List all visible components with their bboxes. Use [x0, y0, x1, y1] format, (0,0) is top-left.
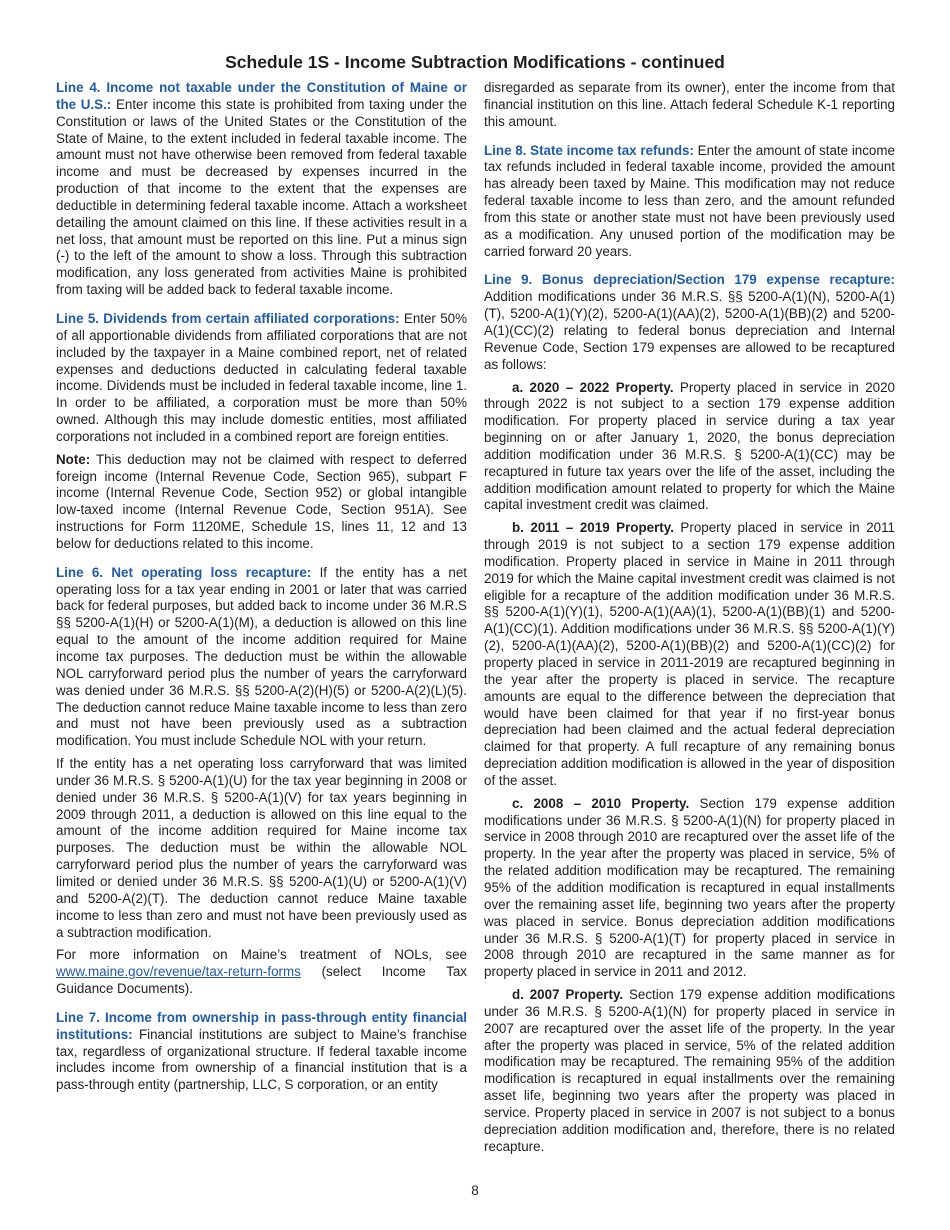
line7-text: Financial institutions are subject to Maine’s franchise tax, regardless of organizational structure. If federal taxable income includes income from ownership of a financial institution that is a pass-through entity (partnership, LLC, S corporation, or an entity	[56, 1026, 467, 1093]
line6-text: If the entity has a net operating loss for a tax year ending in 2001 or later that was carried back for federal purposes, but added back to income under 36 M.R.S §§ 5200-A(1)(H) or 5200-A(1)(M), a deduction is allowed on this line equal to the amount of the income addition required for Maine income tax purposes. The deduction must be within the allowable NOL carryforward period plus the number of years the carryforward was denied under 36 M.R.S. §§ 5200-A(2)(H)(5) or 5200-A(2)(L)(5). The deduction cannot reduce Maine taxable income to less than zero and must not have been previously used as a subtraction modification. You must include Schedule NOL with your return.	[56, 564, 467, 749]
line7-continued: disregarded as separate from its owner), enter the income from that financial institution on this line. Attach federal Schedule K-1 reporting this amount.	[484, 80, 895, 129]
line7-heading: Line 7. Income from ownership in pass-through entity financial institutions:	[56, 1009, 467, 1042]
line8-heading: Line 8. State income tax refunds:	[484, 142, 694, 158]
line9c-heading: c. 2008 – 2010 Property.	[512, 795, 690, 811]
line9-heading: Line 9. Bonus depreciation/Section 179 expense recapture:	[484, 272, 895, 288]
nol-info-post: (select Income Tax Guidance Documents).	[56, 964, 467, 997]
note-heading: Note:	[56, 451, 91, 467]
line9d-heading: d. 2007 Property.	[512, 987, 624, 1003]
line5-heading: Line 5. Dividends from certain affiliated corporations:	[56, 310, 400, 326]
line7-paragraph	[56, 1010, 467, 1094]
line4-paragraph	[56, 80, 467, 299]
nol-guidance-link[interactable]: www.maine.gov/revenue/tax-return-forms	[56, 964, 301, 980]
note-paragraph	[56, 452, 467, 553]
line9d-paragraph	[484, 987, 895, 1155]
line5-text: Enter 50% of all apportionable dividends from affiliated corporations that are not included by the taxpayer in a Maine combined report, net of related expenses and deductions deducted in calculating federal taxable income. Dividends must be included in federal taxable income, line 1. In order to be affiliated, a corporation must be more than 50% owned. Although this may include domestic entities, most affiliated corporations not included in a combined report are foreign entities.	[56, 310, 468, 444]
line9c-paragraph	[484, 796, 895, 981]
nol-info-paragraph	[56, 947, 467, 998]
note-text: This deduction may not be claimed with respect to deferred foreign income (Internal Revenue Code, Section 965), subpart F income (Internal Revenue Code, Section 952) or global intangible low-taxed income (Internal Revenue Code, Section 951A). See instructions for Form 1120ME, Schedule 1S, lines 11, 12 and 13 below for deductions related to this income.	[56, 451, 467, 551]
line9d-text: Section 179 expense addition modifications under 36 M.R.S. § 5200-A(1)(N) for property placed in service in 2007 are recaptured over the asset life of the property. In the year after the property was placed in service, 5% of the related addition modification may be recaptured. The remaining 95% of the addition modification is recaptured in equal installments over the remaining asset life, beginning two years after the property was placed in service. Property placed in service in 2007 is not subject to a bonus depreciation addition modification and, therefore, there is no related recapture.	[484, 987, 896, 1154]
line9a-text: Property placed in service in 2020 through 2022 is not subject to a section 179 expense addition modification. For property placed in service during a tax year beginning on or after January 1, 2020, the bonus depreciation addition modification under 36 M.R.S. § 5200-A(1)(CC) may be recaptured in future tax years over the life of the asset, including the addition modification amount related to property for which the Maine capital investment credit was claimed.	[484, 379, 895, 513]
line9c-text: Section 179 expense addition modifications under 36 M.R.S. § 5200-A(1)(N) for property placed in service in 2008 through 2010 are recaptured over the asset life of the property. In the year after the property was placed in service, 5% of the related addition modification may be recaptured. The remaining 95% of the addition modification is recaptured in equal installments over the remaining asset life, beginning two years after the property was placed in service. Bonus depreciation addition modifications under 36 M.R.S. § 5200-A(1)(T) for property placed in service in 2008 through 2010 are recaptured in the same manner as for property placed in service in 2011 and 2012.	[484, 795, 895, 980]
line9b-heading: b. 2011 – 2019 Property.	[512, 520, 674, 536]
line9a-paragraph	[484, 380, 895, 515]
page-number: 8	[471, 1183, 479, 1198]
line4-text: Enter income this state is prohibited from taxing under the Constitution or laws of the United States or the Constitution of the State of Maine, to the extent included in federal taxable income. The amount must not have otherwise been removed from federal taxable income and must be decreased by expenses incurred in the production of that income to the extent that the expenses are deductible in determining federal taxable income. Attach a worksheet detailing the amount claimed on this line. If these activities result in a net loss, that amount must be reported on this line. Put a minus sign (-) to the left of the amount to show a loss. Through this subtraction modification, any loss generated from activities Maine is prohibited from taxing will be added back to federal taxable income.	[56, 96, 468, 298]
page-title: Schedule 1S - Income Subtraction Modifications - continued	[225, 52, 725, 72]
line6-heading: Line 6. Net operating loss recapture:	[56, 564, 312, 580]
right-column	[484, 80, 895, 1161]
line4-heading: Line 4. Income not taxable under the Constitution of Maine or the U.S.:	[56, 80, 467, 112]
line9-text: Addition modifications under 36 M.R.S. §§ 5200-A(1)(N), 5200-A(1)(T), 5200-A(1)(Y)(2), 5200-A(1)(AA)(2), 5200-A(1)(BB)(2) and 5200-A(1)(CC)(2) relating to federal bonus depreciation and Internal Revenue Code, Section 179 expenses are allowed to be recaptured as follows:	[484, 289, 895, 372]
nol-info-pre: For more information on Maine’s treatment of NOLs, see	[56, 947, 467, 963]
line9-paragraph	[484, 272, 895, 373]
line9b-text: Property placed in service in 2011 through 2019 is not subject to a section 179 expense addition modification. Property placed in service in Maine in 2011 through 2019 for which the Maine capital investment credit was claimed is not eligible for a recapture of the addition modification under 36 M.R.S. §§ 5200-A(1)(Y)(1), 5200-A(1)(AA)(1), 5200-A(1)(BB)(1) and 5200-A(1)(CC)(1). Addition modifications under 36 M.R.S. §§ 5200-A(1)(Y)(2), 5200-A(1)(AA)(2), 5200-A(1)(BB)(2) and 5200-A(1)(CC)(2) for property placed in service in 2011-2019 are recaptured beginning in the year after the property is placed in service. The recapture amounts are equal to the difference between the depreciation that would have been claimed for that year if no first-year bonus depreciation had been claimed and the actual federal depreciation claimed for that property. A full recapture of any remaining bonus depreciation addition modification is allowed in the year of disposition of the asset.	[484, 520, 895, 788]
line9b-paragraph	[484, 520, 895, 790]
line6-paragraph	[56, 565, 467, 750]
line8-paragraph	[484, 143, 895, 261]
line6-paragraph-2: If the entity has a net operating loss carryforward that was limited under 36 M.R.S. § 5200-A(1)(U) for the tax year beginning in 2008 or denied under 36 M.R.S. § 5200-A(1)(V) for tax years beginning in 2009 through 2011, a deduction is allowed on this line equal to the amount of the income addition required for Maine income tax purposes. The deduction must be within the allowable NOL carryforward period plus the number of years the carryforward was limited or denied under 36 M.R.S. §§ 5200-A(1)(U) or 5200-A(1)(V) and 5200-A(2)(T). The deduction cannot reduce Maine taxable income to less than zero and must not have been previously used as a subtraction modification.	[56, 756, 467, 940]
left-column	[56, 80, 467, 1106]
line5-paragraph	[56, 311, 467, 446]
line9a-heading: a. 2020 – 2022 Property.	[512, 379, 674, 395]
line8-text: Enter the amount of state income tax refunds included in federal taxable income, provided the amount has already been taxed by Maine. This modification may not reduce federal taxable income to less than zero, and the amount refunded from this state or another state must not have been previously used as a modification. Any unused portion of the modification may be carried forward 20 years.	[484, 142, 895, 259]
